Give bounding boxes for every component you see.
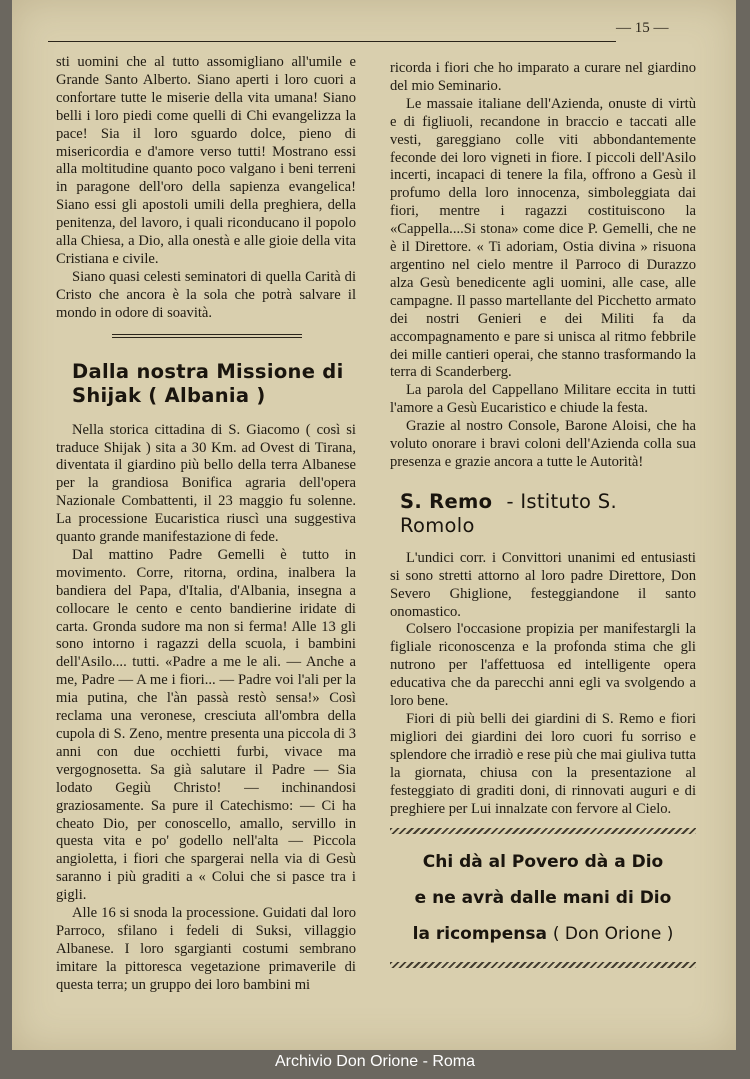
section-heading-shijak: Dalla nostra Missione di Shijak ( Albania )	[72, 359, 344, 407]
shijak-paragraph-3: Alle 16 si snoda la processione. Guidati dal loro Parroco, sfilano i fedeli di Suksi, villaggio Albanese. I loro sgargianti costumi sembrano imitare la pittoresca vegetazione primaverile di questa terra; un gruppo dei loro bambini mi	[56, 905, 356, 993]
section-divider	[112, 334, 302, 338]
sanremo-heading-bold: S. Remo	[400, 489, 493, 513]
motto-line-3-bold: la ricompensa	[412, 924, 547, 945]
sanremo-paragraph-2: Colsero l'occasione propizia per manifestargli la figliale riconoscenza e la profonda stima che gli nutrono per l'affettuosa ed intelligente opera educativa che da parecchi anni egli va svolgendo a loro bene.	[390, 621, 696, 710]
sanremo-heading-rest: - Istituto S. Romolo	[400, 489, 617, 537]
motto-border-top	[390, 828, 696, 834]
archive-footer: Archivio Don Orione - Roma	[274, 1053, 476, 1070]
sanremo-paragraph-3: Fiori di più belli dei giardini di S. Remo e fiori migliori dei giardini dei loro cuori fu sorriso e splendore che irradiò e rese più che mai giuliva tutta la giornata, chiusa con la presentazione al festeggiato di graditi doni, di rinnovati auguri e di preghiere per Lui innalzate con fervore al Cielo.	[390, 711, 696, 817]
intro-paragraph-2: Siano quasi celesti seminatori di quella Carità di Cristo che ancora è la sola che potrà salvare il mondo in odore di soavità.	[56, 268, 356, 321]
section-heading-sanremo	[400, 490, 696, 538]
motto-line-1: Chi dà al Povero dà a Dio	[422, 852, 664, 873]
shijak-paragraph-2: Dal mattino Padre Gemelli è tutto in movimento. Corre, ritorna, ordina, inalbera la bandiera del Papa, d'Italia, d'Albania, insegna a collocare le cento e cento bandierine iridate di carta. Gronda sudore ma non si ferma! Alle 13 gli sono intorno i ragazzi della scuola, i bambini dell'Asilo.... tutti. «Padre a me le ali. — Anche a me, Padre — A me i fiori... — Padre voi l'ali per la mia putina, che l'àn passà restò sensa!» Così reclama una veronese, cresciuta all'ombra della cupola di S. Zeno, mentre presenta una piccola di 3 anni con due occhietti furbi, vivace ma vergognosetta. Sa già salutare il Padre — Sia lodato Gegiù Christo! — inchinandosi graziosamente. Sa pure il Catechismo: — Ci ha cheato Dio, per conoscello, amallo, servillo in questa vita e po' godello nell'alta — Piccola angioletta, i fiori che spargerai nella via di Gesù saranno i più graditi a « Colui che si pasce tra i gigli.	[56, 546, 356, 904]
motto-line-2: e ne avrà dalle mani di Dio	[414, 888, 672, 909]
header-rule	[48, 41, 616, 42]
right-column	[390, 60, 696, 978]
motto-line-3-rest: ( Don Orione )	[552, 924, 674, 945]
right-paragraph-4: Grazie al nostro Console, Barone Aloisi, che ha voluto onorare i bravi coloni dell'Azienda colla sua presenza e grazie ancora a tutte le Autorità!	[390, 418, 696, 470]
motto-border-bottom	[390, 962, 696, 968]
sanremo-paragraph-1: L'undici corr. i Convittori unanimi ed entusiasti si sono stretti attorno al loro padre Direttore, Don Severo Ghiglione, festeggiandone il santo onomastico.	[390, 549, 696, 620]
right-paragraph-2: Le massaie italiane dell'Azienda, onuste di virtù e di figliuoli, recandone in braccio e taccati alle vesti, gareggiano colle viti abbondantemente feconde dei loro vigneti in fiore. I piccoli dell'Asilo incerti, incapaci di tenere la fila, offrono a Gesù il profumo della loro innocenza, simboleggiata dai fiori, mentre i ragazzi costituiscono la «Cappella....Si stona» come dice P. Gemelli, che ne è il Direttore. « Ti adoriam, Ostia divina » risuona argentino nel cielo mentre il Parroco di Durazzo alza Gesù benedicente agli uomini, alle case, alle campagne. Il passo martellante del Picchetto armato dei nostri Genieri e dei Militi fa da accompagnamento e pare si unisca al ritmo febbrile dei mille cantieri operai, che stanno trasformando la terra di Scanderberg.	[390, 95, 696, 381]
right-paragraph-1: ricorda i fiori che ho imparato a curare nel giardino del mio Seminario.	[390, 60, 696, 94]
left-column	[56, 54, 356, 995]
motto-box	[390, 844, 696, 952]
intro-paragraph-1: sti uomini che al tutto assomigliano all'umile e Grande Santo Alberto. Siano aperti i loro cuori a confortare tutte le miserie della vita umana! Siano belli i loro piedi come quelli di Chi evangelizza la pace! Sia il loro sguardo dolce, pieno di misericordia e d'amore verso tutti! Mostrano essi alla moltitudine quanto poco valgano i beni terreni in paragone dell'oro della sapienza evangelica! Siano essi gli apostoli umili della preghiera, della penitenza, del lavoro, i quali riconducano il popolo alla Chiesa, a Dio, alla onestà e alle gioie della vita Cristiana e civile.	[56, 54, 356, 267]
page-sheet	[12, 0, 736, 1050]
right-paragraph-3: La parola del Cappellano Militare eccita in tutti l'amore a Gesù Eucaristico e chiude la festa.	[390, 382, 696, 417]
motto-line-3	[390, 916, 696, 952]
page-number: — 15 —	[616, 20, 669, 36]
shijak-paragraph-1: Nella storica cittadina di S. Giacomo ( così si traduce Shijak ) sita a 30 Km. ad Ovest di Tirana, diventata il giardino più bello della terra Albanese per la grandiosa Bonifica agraria dell'opera Nazionale Combattenti, il 23 maggio fu solenne. La processione Eucaristica riuscì una suggestiva quanto grande manifestazione di fede.	[56, 421, 356, 546]
